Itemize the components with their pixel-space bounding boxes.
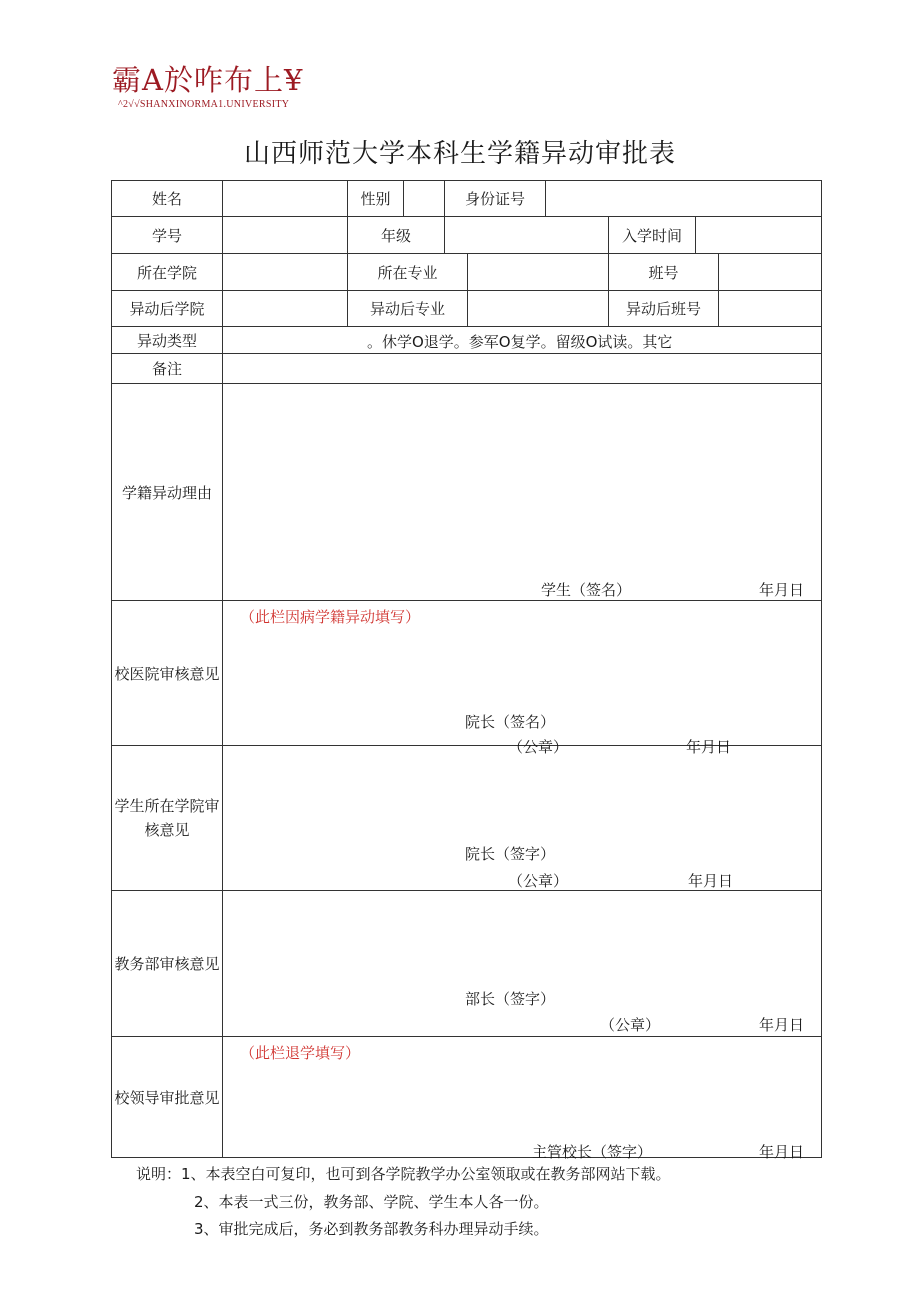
academic-signature: 部长（签字） bbox=[465, 990, 556, 1008]
id-number-field[interactable] bbox=[546, 181, 821, 216]
hospital-signature: 院长（签名） bbox=[465, 713, 556, 731]
hospital-seal: （公章） bbox=[508, 738, 569, 756]
label-name: 姓名 bbox=[151, 190, 182, 208]
note-line-2: 2、本表一式三份，教务部、学院、学生本人各一份。 bbox=[194, 1193, 549, 1211]
name-field[interactable] bbox=[223, 181, 347, 216]
hospital-clipped-row bbox=[223, 736, 821, 756]
hospital-date: 年月日 bbox=[686, 738, 732, 756]
label-id-number: 身份证号 bbox=[464, 190, 525, 208]
label-new-class: 异动后班号 bbox=[625, 300, 701, 318]
label-new-college: 异动后学院 bbox=[129, 300, 205, 318]
label-enroll-time: 入学时间 bbox=[621, 226, 682, 245]
note-line-3: 3、审批完成后，务必到教务部教务科办理异动手续。 bbox=[194, 1220, 549, 1238]
reason-date: 年月日 bbox=[759, 581, 805, 599]
label-student-no: 学号 bbox=[151, 226, 182, 245]
college-date: 年月日 bbox=[688, 872, 734, 890]
college-field[interactable] bbox=[223, 254, 347, 290]
hospital-hint: （此栏因病学籍异动填写） bbox=[240, 608, 421, 626]
label-academic-review: 教务部审核意见 bbox=[114, 955, 220, 973]
leader-hint: （此栏退学填写） bbox=[240, 1044, 361, 1062]
label-gender: 性别 bbox=[360, 190, 391, 208]
new-major-field[interactable] bbox=[468, 291, 608, 326]
col-line bbox=[222, 180, 223, 1158]
college-review-text: 学生所在学院审核意见 bbox=[114, 797, 220, 839]
label-grade: 年级 bbox=[380, 226, 411, 245]
grade-field[interactable] bbox=[445, 217, 608, 253]
leader-date: 年月日 bbox=[759, 1143, 805, 1161]
enroll-time-field[interactable] bbox=[696, 217, 821, 253]
remarks-field[interactable] bbox=[223, 354, 821, 383]
academic-date: 年月日 bbox=[759, 1016, 805, 1034]
student-no-field[interactable] bbox=[223, 217, 347, 253]
gender-field[interactable] bbox=[404, 181, 444, 216]
reason-field[interactable] bbox=[223, 384, 821, 574]
page-title: 山西师范大学本科生学籍异动审批表 bbox=[243, 139, 676, 169]
label-hospital-review: 校医院审核意见 bbox=[114, 664, 220, 683]
label-change-reason: 学籍异动理由 bbox=[121, 483, 212, 502]
label-change-type: 异动类型 bbox=[136, 331, 197, 350]
label-college-review bbox=[112, 746, 222, 890]
academic-seal: （公章） bbox=[600, 1016, 661, 1034]
university-logo-en: ^2√√SHANXINORMA1.UNIVERSITY bbox=[118, 99, 290, 110]
change-type-options[interactable]: 。休学O退学。参军O复学。留级O试读。其它 bbox=[367, 333, 673, 351]
leader-signature: 主管校长（签字） bbox=[532, 1143, 653, 1161]
leader-clipped-row bbox=[223, 1140, 821, 1161]
new-class-field[interactable] bbox=[719, 291, 821, 326]
college-seal: （公章） bbox=[508, 872, 569, 890]
college-signature: 院长（签字） bbox=[465, 845, 556, 863]
university-logo-cn: 霸A於咋布上¥ bbox=[112, 63, 304, 97]
label-remarks: 备注 bbox=[151, 360, 182, 378]
label-new-major: 异动后专业 bbox=[369, 300, 445, 318]
table-border-bottom bbox=[111, 1157, 822, 1158]
major-field[interactable] bbox=[468, 254, 608, 290]
label-college: 所在学院 bbox=[136, 263, 197, 282]
student-signature: 学生（签名） bbox=[541, 581, 632, 599]
label-major: 所在专业 bbox=[377, 263, 438, 282]
label-leader-approval: 校领导审批意见 bbox=[114, 1088, 220, 1107]
note-line-1: 说明：1、本表空白可复印，也可到各学院教学办公室领取或在教务部网站下载。 bbox=[136, 1165, 671, 1183]
label-class: 班号 bbox=[648, 263, 679, 282]
new-college-field[interactable] bbox=[223, 291, 347, 326]
class-field[interactable] bbox=[719, 254, 821, 290]
